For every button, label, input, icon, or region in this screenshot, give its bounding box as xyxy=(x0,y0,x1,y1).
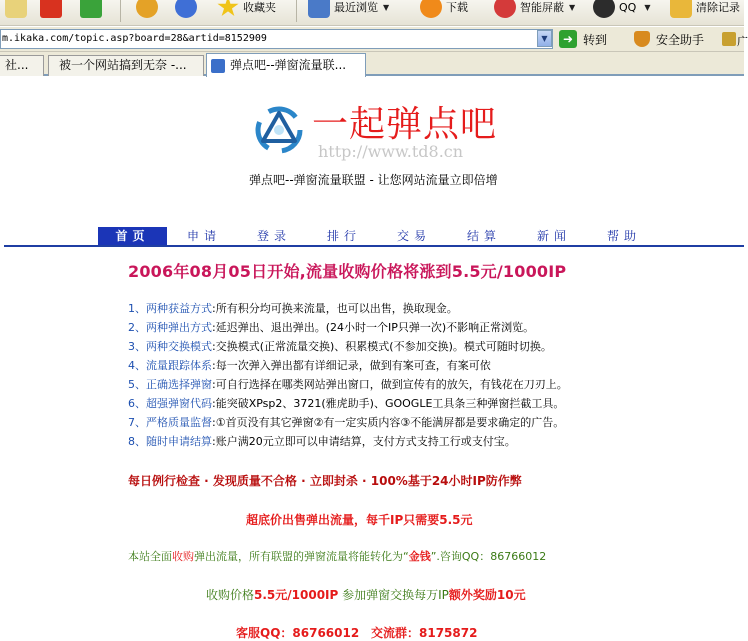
feature-desc: :①首页没有其它弹窗②有一定实质内容③不能满屏都是要求确定的广告。 xyxy=(212,416,565,429)
convert-notice xyxy=(128,548,546,564)
safety-assistant-label: 安全助手 xyxy=(656,32,705,47)
tab-2[interactable] xyxy=(48,55,204,76)
feature-desc: :可自行选择在哪类网站弹出窗口，做到宣传有的放矢，有钱花在刀刃上。 xyxy=(212,378,568,391)
ad-block-label: 广 xyxy=(737,35,748,48)
chevron-down-icon[interactable]: ▼ xyxy=(383,2,390,12)
tab-bar xyxy=(0,52,744,76)
download-button[interactable] xyxy=(420,0,468,20)
search-icon xyxy=(175,0,197,18)
go-button[interactable] xyxy=(559,29,607,49)
smart-block-button[interactable] xyxy=(494,0,575,20)
history-icon xyxy=(308,0,330,18)
purchase-prefix: 收购价格 xyxy=(206,588,255,602)
nav-settlement[interactable]: 结算 xyxy=(467,229,502,243)
exchange-group-notice: 交流群：8175872 xyxy=(371,626,478,640)
chevron-down-icon[interactable]: ▼ xyxy=(644,2,651,12)
refresh-icon xyxy=(80,0,102,18)
site-url-text: http://www.td8.cn xyxy=(318,142,464,161)
feature-item xyxy=(128,396,728,415)
url-input[interactable]: m.ikaka.com/topic.asp?board=28&artid=8152909 xyxy=(0,29,553,49)
browser-toolbar xyxy=(0,0,744,26)
feature-title: 5、正确选择弹窗 xyxy=(128,378,212,391)
toolbar-separator xyxy=(120,0,121,22)
site-name: 一起弹点吧 xyxy=(312,104,498,145)
mail-button[interactable] xyxy=(5,0,27,20)
feature-list xyxy=(128,301,728,453)
home-icon xyxy=(136,0,158,18)
favorites-label: 收藏夹 xyxy=(243,1,276,14)
go-arrow-icon: ➜ xyxy=(559,30,577,48)
qq-icon xyxy=(593,0,615,18)
history-button[interactable] xyxy=(308,0,389,20)
download-icon xyxy=(420,0,442,18)
feature-desc: :所有积分均可换来流量，也可以出售，换取现金。 xyxy=(212,302,458,315)
price-headline: 2006年08月05日开始,流量收购价格将涨到5.5元/1000IP xyxy=(128,262,567,281)
address-bar xyxy=(0,27,748,52)
smart-block-label: 智能屏蔽 xyxy=(520,1,564,14)
tab-label: 社... xyxy=(5,58,29,72)
nav-news[interactable]: 新闻 xyxy=(537,229,572,243)
nav-divider xyxy=(4,245,744,247)
close-icon xyxy=(40,0,62,18)
feature-title: 4、流量跟踪体系 xyxy=(128,359,212,372)
favorites-star-icon xyxy=(217,0,239,18)
feature-title: 2、两种弹出方式 xyxy=(128,321,212,334)
feature-item xyxy=(128,320,728,339)
ad-block-icon[interactable] xyxy=(722,32,736,46)
qq-button[interactable] xyxy=(593,0,650,20)
convert-prefix: 本站全面 xyxy=(128,550,172,563)
feature-desc: :每一次弹入弹出都有详细记录，做到有案可查，有案可依 xyxy=(212,359,491,372)
search-button[interactable] xyxy=(175,0,197,20)
smart-block-icon xyxy=(494,0,516,18)
tab-3-active[interactable] xyxy=(206,53,366,77)
feature-item xyxy=(128,301,728,320)
purchase-notice xyxy=(206,586,526,603)
safety-assistant-button[interactable] xyxy=(634,29,704,49)
chevron-down-icon[interactable]: ▼ xyxy=(537,30,552,47)
toolbar-separator xyxy=(296,0,297,22)
feature-item xyxy=(128,377,728,396)
download-label: 下载 xyxy=(446,1,468,14)
service-qq-notice: 客服QQ：86766012 xyxy=(236,626,360,640)
feature-item xyxy=(128,339,728,358)
qq-label: QQ xyxy=(619,0,637,14)
triangle-swirl-logo-icon xyxy=(251,101,307,157)
tab-label: 弹点吧--弹窗流量联... xyxy=(230,58,347,72)
nav-help[interactable]: 帮助 xyxy=(607,229,642,243)
tab-label: 被一个网站搞到无奈 -... xyxy=(59,58,187,72)
feature-title: 3、两种交换模式 xyxy=(128,340,212,353)
home-button[interactable] xyxy=(136,0,158,20)
refresh-button[interactable] xyxy=(80,0,102,20)
favorites-button[interactable] xyxy=(217,0,276,20)
page-icon xyxy=(211,59,225,73)
nav-login[interactable]: 登录 xyxy=(257,229,292,243)
convert-buy: 收购 xyxy=(172,550,194,563)
stop-button[interactable] xyxy=(40,0,62,20)
nav-trade[interactable]: 交易 xyxy=(397,229,432,243)
daily-check-notice: 每日例行检查 · 发现质量不合格 · 立即封杀 · 100%基于24小时IP防作弊 xyxy=(128,474,522,488)
feature-desc: :交换模式(正常流量交换)、积累模式(不参加交换)。模式可随时切换。 xyxy=(212,340,552,353)
nav-home[interactable]: 首页 xyxy=(98,227,167,245)
purchase-mid: 参加弹窗交换每万IP xyxy=(338,588,449,602)
convert-money: 金钱 xyxy=(408,550,431,563)
purchase-bonus: 额外奖励10元 xyxy=(448,588,526,602)
clean-icon xyxy=(670,0,692,18)
tab-1[interactable] xyxy=(0,55,44,76)
nav-apply[interactable]: 申请 xyxy=(187,229,222,243)
feature-item xyxy=(128,434,728,453)
mail-icon xyxy=(5,0,27,18)
site-tagline: 弹点吧--弹窗流量联盟 - 让您网站流量立即倍增 xyxy=(249,173,498,187)
feature-item xyxy=(128,358,728,377)
feature-title: 1、两种获益方式 xyxy=(128,302,212,315)
feature-title: 6、超强弹窗代码 xyxy=(128,397,212,410)
feature-desc: :延迟弹出、退出弹出。(24小时一个IP只弹一次)不影响正常浏览。 xyxy=(212,321,535,334)
clean-label: 清除记录 xyxy=(696,1,740,14)
go-label: 转到 xyxy=(583,32,608,47)
feature-desc: :账户满20元立即可以申请结算，支付方式支持工行或支付宝。 xyxy=(212,435,516,448)
feature-title: 7、严格质量监督 xyxy=(128,416,212,429)
shield-icon xyxy=(634,31,650,47)
convert-suffix: ”.咨询QQ：86766012 xyxy=(430,550,547,563)
history-label: 最近浏览 xyxy=(334,1,378,14)
chevron-down-icon[interactable]: ▼ xyxy=(569,2,576,12)
purchase-price: 5.5元/1000IP xyxy=(254,588,339,602)
feature-title: 8、随时申请结算 xyxy=(128,435,212,448)
feature-item xyxy=(128,415,728,434)
low-price-notice: 超底价出售弹出流量，每千IP只需要5.5元 xyxy=(246,513,473,527)
clean-button[interactable] xyxy=(670,0,740,20)
feature-desc: :能突破XPsp2、3721(雅虎助手)、GOOGLE工具条三种弹窗拦截工具。 xyxy=(212,397,565,410)
convert-mid: 弹出流量，所有联盟的弹窗流量将能转化为“ xyxy=(194,550,409,563)
nav-ranking[interactable]: 排行 xyxy=(327,229,362,243)
